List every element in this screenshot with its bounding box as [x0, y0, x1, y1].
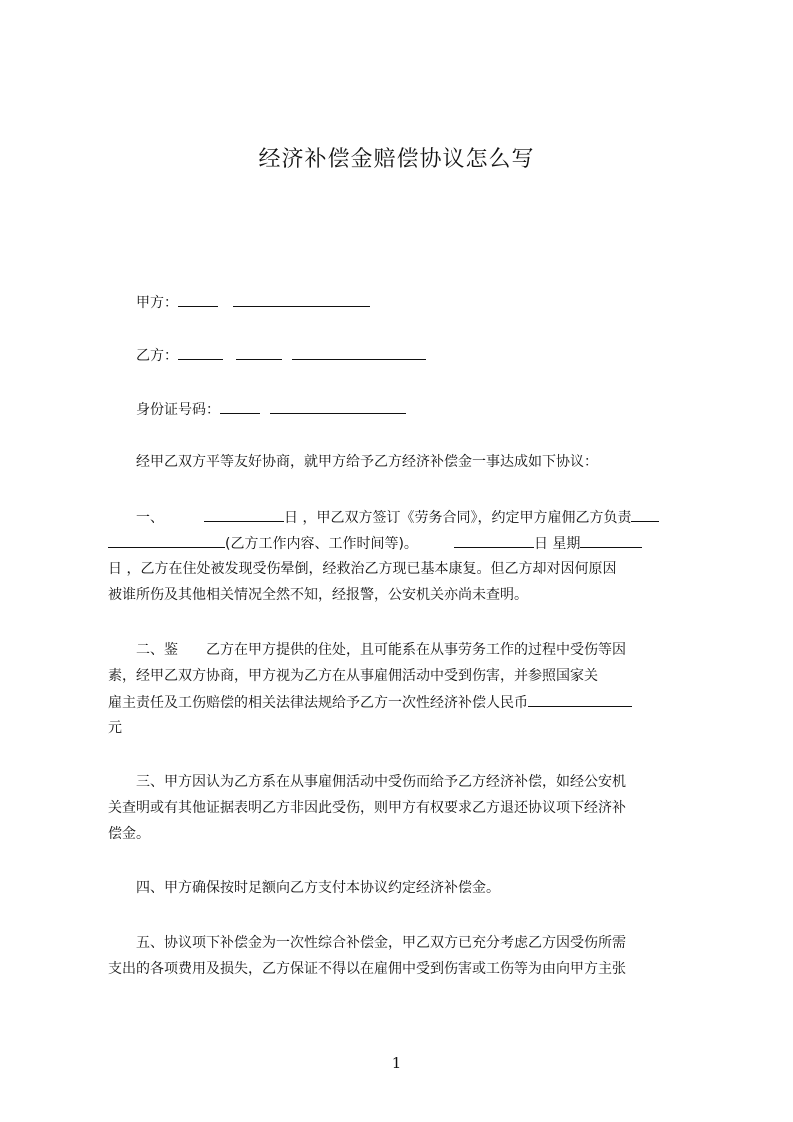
party-b-line	[136, 345, 736, 366]
blank-field	[233, 292, 370, 307]
clause-1-text-3: 日 星期	[533, 536, 581, 552]
clause-1-text-2: (乙方工作内容、工作时间等)。	[225, 536, 418, 552]
party-a-line	[136, 292, 736, 313]
clause-5-line-2: 支出的各项费用及损失，乙方保证不得以在雇佣中受到伤害或工伤等为由向甲方主张	[108, 961, 626, 977]
clause-2-text-3: 雇主责任及工伤赔偿的相关法律法规给予乙方一次性经济补偿人民币	[108, 695, 528, 711]
blank-field	[292, 345, 426, 360]
clause-3-line-1: 三、甲方因认为乙方系在从事雇佣活动中受伤而给予乙方经济补偿，如经公安机	[136, 774, 626, 790]
clause-4-line-1: 四、甲方确保按时足额向乙方支付本协议约定经济补偿金。	[136, 880, 500, 896]
clause-3-line-2: 关查明或有其他证据表明乙方非因此受伤，则甲方有权要求乙方退还协议项下经济补	[108, 800, 626, 816]
blank-field	[580, 533, 642, 548]
clause-1-line-3: 日 ，乙方在住处被发现受伤晕倒，经救治乙方现已基本康复。但乙方却对因何原因	[108, 561, 617, 577]
clause-2-line-2: 素，经甲乙双方协商，甲方视为乙方在从事雇佣活动中受到伤害，并参照国家关	[108, 668, 598, 684]
blank-field	[236, 345, 282, 360]
clause-2-line-1	[136, 640, 736, 660]
blank-field	[454, 533, 534, 548]
clause-2-prefix: 二、鉴	[136, 642, 178, 658]
clause-2-line-4: 元	[108, 720, 122, 736]
clause-1-line-1	[136, 507, 736, 528]
party-a-label: 甲方：	[136, 295, 178, 311]
clause-1-prefix: 一、	[136, 510, 164, 526]
clause-1-text-1: 日 ，甲乙双方签订《劳务合同》，约定甲方雇佣乙方负责	[284, 510, 632, 526]
blank-field	[178, 292, 218, 307]
blank-field	[270, 399, 406, 414]
clause-1-line-4: 被谁所伤及其他相关情况全然不知，经报警，公安机关亦尚未查明。	[108, 587, 528, 603]
clause-5-line-1: 五、协议项下补偿金为一次性综合补偿金，甲乙双方已充分考虑乙方因受伤所需	[136, 935, 626, 951]
blank-field	[108, 533, 225, 548]
id-number-line	[136, 399, 736, 420]
blank-field	[204, 507, 284, 522]
clause-1-line-2	[108, 533, 708, 554]
intro-paragraph: 经甲乙双方平等友好协商，就甲方给予乙方经济补偿金一事达成如下协议：	[136, 454, 598, 470]
blank-field	[178, 345, 223, 360]
page-number: 1	[391, 1054, 402, 1072]
document-title: 经济补偿金赔偿协议怎么写	[258, 147, 535, 172]
clause-2-text-1: 乙方在甲方提供的住处，且可能系在从事劳务工作的过程中受伤等因	[206, 642, 626, 658]
clause-3-line-3: 偿金。	[108, 826, 150, 842]
id-label: 身份证号码：	[136, 402, 220, 418]
blank-field	[631, 507, 659, 522]
party-b-label: 乙方：	[136, 348, 178, 364]
blank-field	[528, 692, 632, 707]
blank-field	[220, 399, 260, 414]
clause-2-line-3	[108, 692, 708, 713]
